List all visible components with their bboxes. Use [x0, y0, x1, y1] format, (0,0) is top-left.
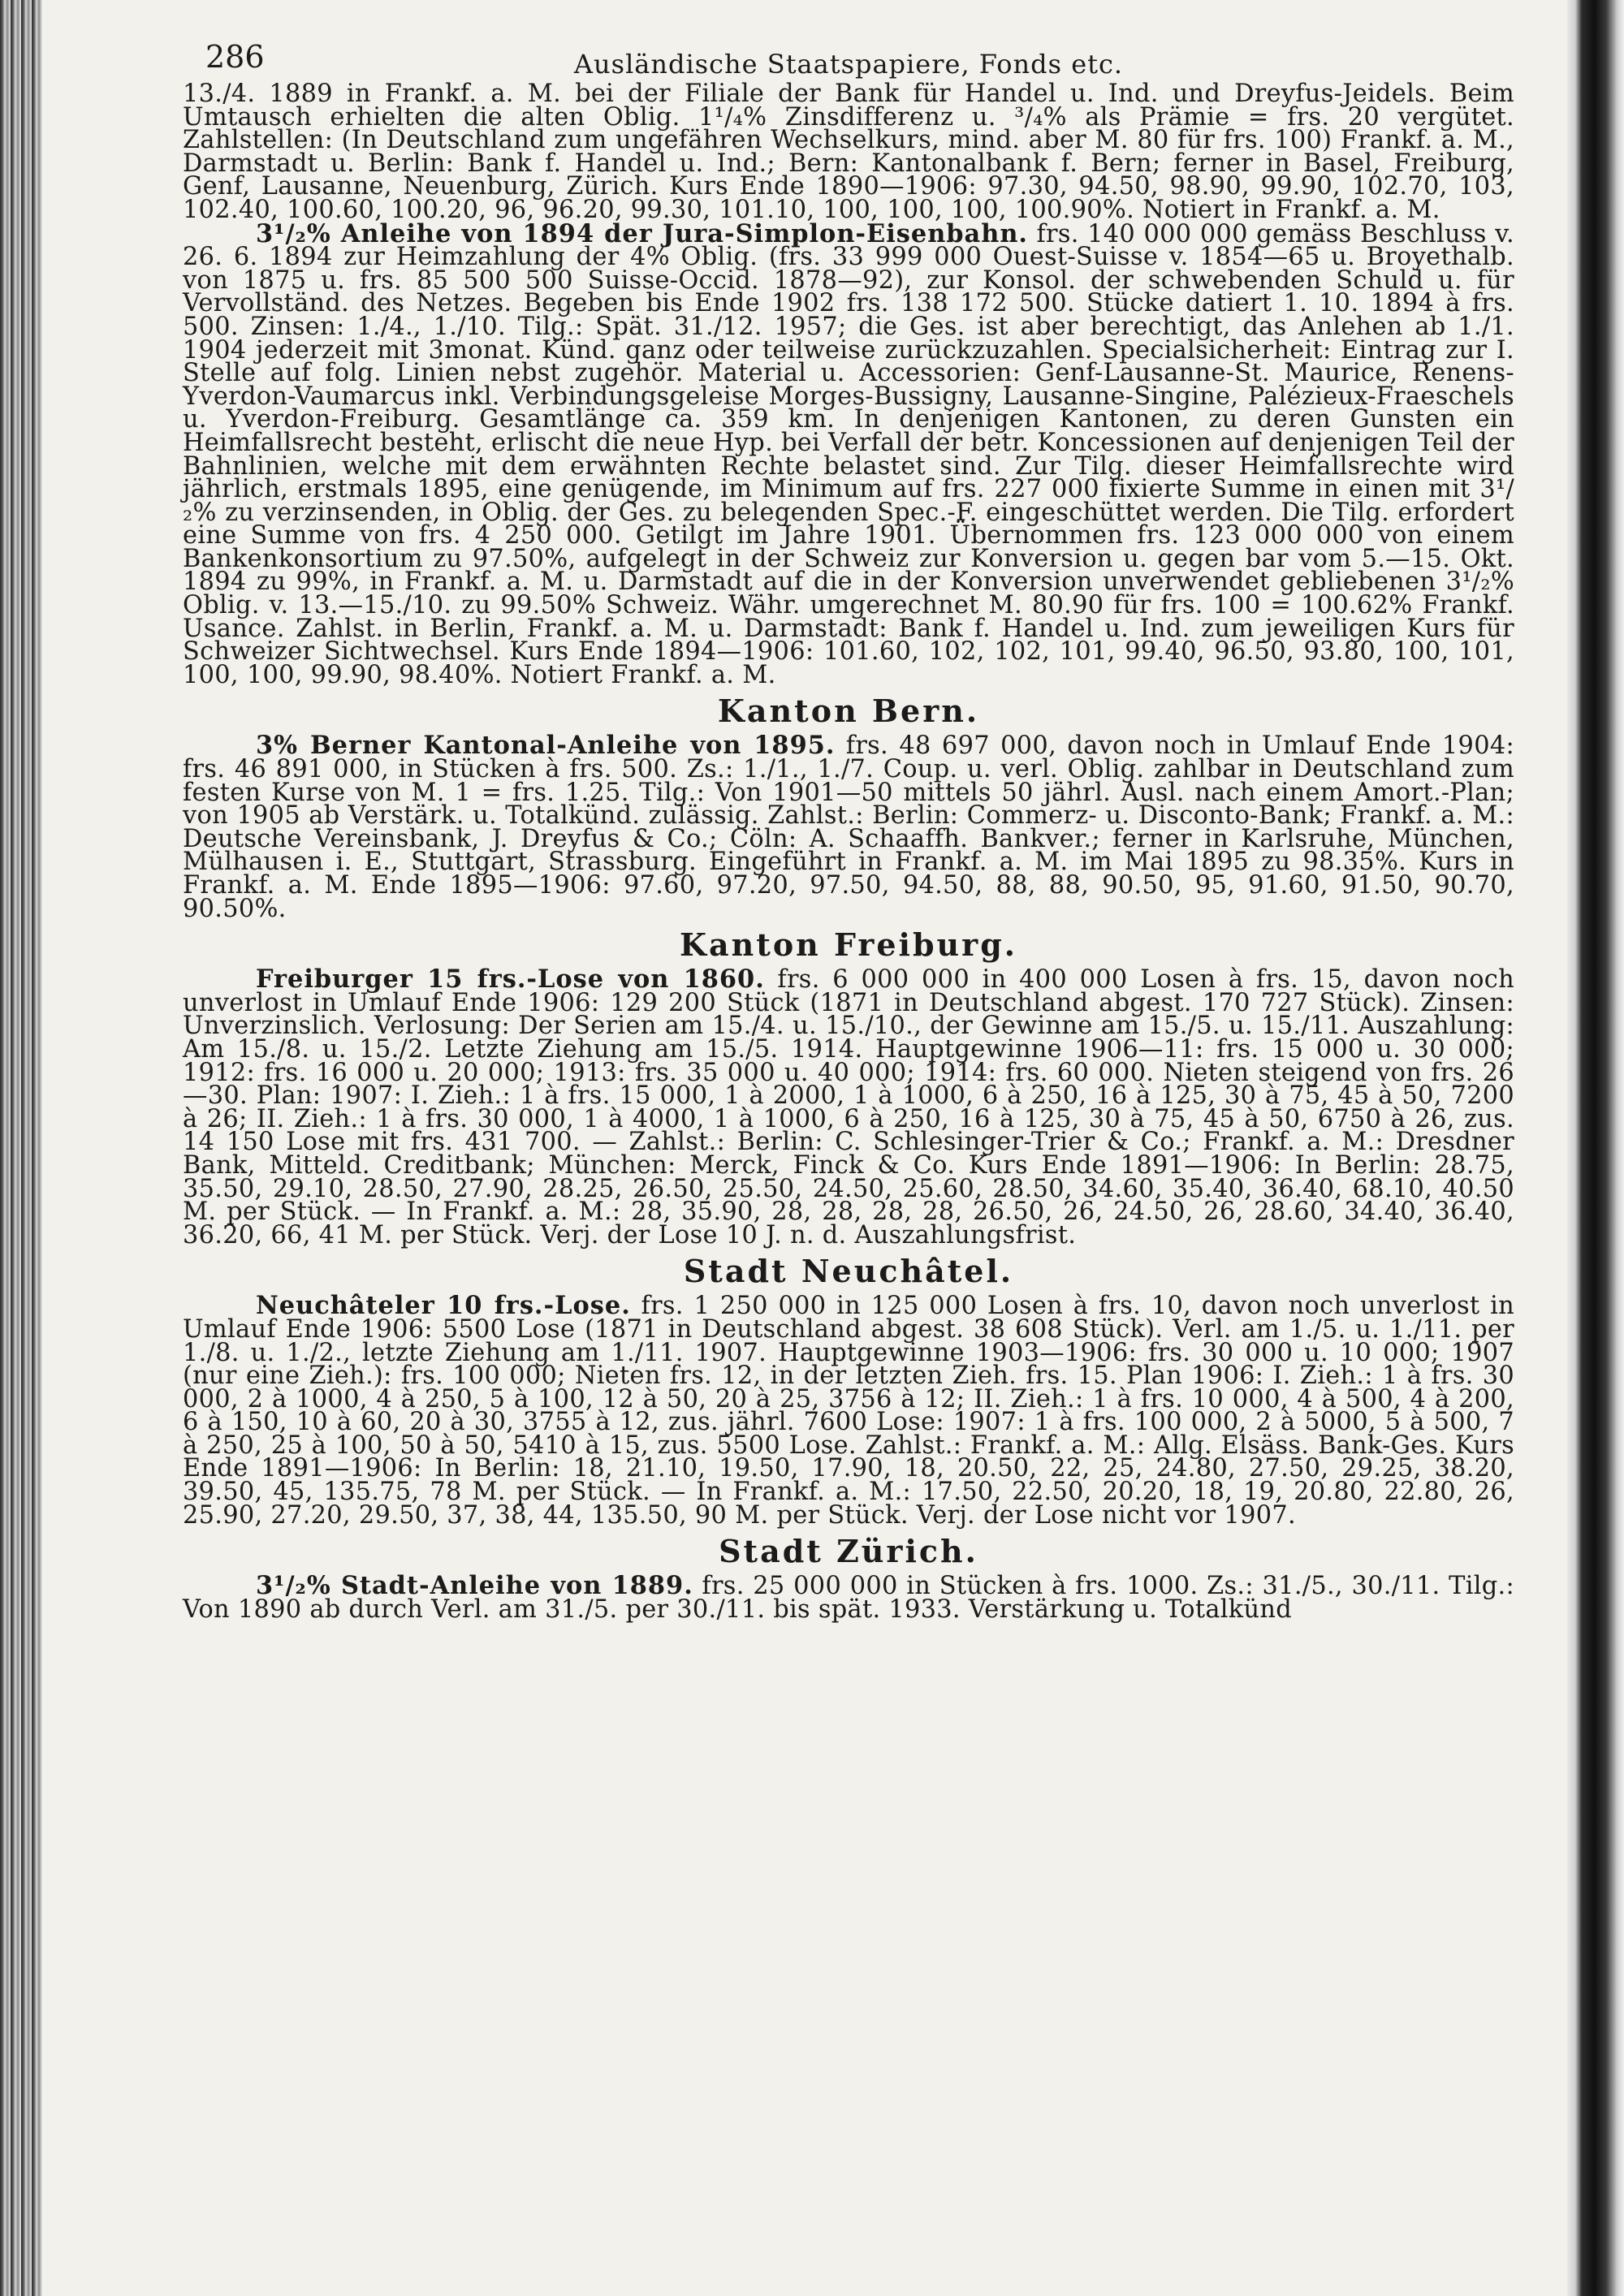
freiburg-entry: [183, 965, 1514, 1249]
bern-title: 3% Berner Kantonal-Anleihe von 1895.: [256, 731, 836, 761]
freiburg-title: Freiburger 15 frs.-Lose von 1860.: [256, 965, 765, 995]
jura-simplon-text: frs. 140 000 000 gemäss Beschluss v. 26. 6. 1894 zur Heimzahlung der 4% Oblig. (frs. 33 999 000 Ouest-Suisse v. 1854—65 u. Broyethalb. von 1875 u. frs. 85 500 500 Suisse-Occid. 1878—92), zur Konsol. der schwebenden Schuld u. für Vervollständ. des Netzes. Begeben bis Ende 1902 frs. 138 172 500. Stücke datiert 1. 10. 1894 à frs. 500. Zinsen: 1./4., 1./10. Tilg.: Spät. 31./12. 1957; die Ges. ist aber berechtigt, das Anlehen ab 1./1. 1904 jederzeit mit 3monat. Künd. ganz oder teilweise zurückzuzahlen. Specialsicherheit: Eintrag zur I. Stelle auf folg. Linien nebst zugehör. Material u. Accessorien: Genf-Lausanne-St. Maurice, Renens-Yverdon-Vaumarcus inkl. Verbindungsgeleise Morges-Bussigny, Lausanne-Singine, Palézieux-Fraeschels u. Yverdon-Freiburg. Gesamtlänge ca. 359 km. In denjenigen Kantonen, zu deren Gunsten ein Heimfallsrecht besteht, erlischt die neue Hyp. bei Verfall der betr. Koncessionen auf denjenigen Teil der Bahnlinien, welche mit dem erwähnten Rechte belastet sind. Zur Tilg. dieser Heimfallsrechte wird jährlich, erstmals 1895, eine genügende, im Minimum auf frs. 227 000 fixierte Summe in einen mit 3¹/₂% zu verzinsenden, in Oblig. der Ges. zu belegenden Spec.-F. eingeschüttet werden. Die Tilg. erfordert eine Summe von frs. 4 250 000. Getilgt im Jahre 1901. Übernommen frs. 123 000 000 von einem Bankenkonsortium zu 97.50%, aufgelegt in der Schweiz zur Konversion u. gegen bar vom 5.—15. Okt. 1894 zu 99%, in Frankf. a. M. u. Darmstadt auf die in der Konversion unverwendet gebliebenen 3¹/₂% Oblig. v. 13.—15./10. zu 99.50% Schweiz. Währ. umgerechnet M. 80.90 für frs. 100 = 100.62% Frankf. Usance. Zahlst. in Berlin, Frankf. a. M. u. Darmstadt: Bank f. Handel u. Ind. zum jeweiligen Kurs für Schweizer Sichtwechsel. Kurs Ende 1894—1906: 101.60, 102, 102, 101, 99.40, 96.50, 93.80, 100, 101, 100, 100, 99.90, 98.40%. Notiert Frankf. a. M.: [183, 219, 1514, 689]
zurich-title: 3¹/₂% Stadt-Anleihe von 1889.: [256, 1571, 693, 1601]
neuchatel-entry: [183, 1291, 1514, 1530]
section-heading-kanton-bern: Kanton Bern.: [717, 693, 980, 730]
jura-simplon-title: 3¹/₂% Anleihe von 1894 der Jura-Simplon-Eisenbahn.: [256, 218, 1028, 248]
freiburg-text: frs. 6 000 000 in 400 000 Losen à frs. 15, davon noch unverlost in Umlauf Ende 1906: 129 200 Stück (1871 in Deutschland abgest. 170 727 Stück). Zinsen: Unverzinslich. Verlosung: Der Serien am 15./4. u. 15./10., der Gewinne am 15./5. u. 15./11. Auszahlung: Am 15./8. u. 15./2. Letzte Ziehung am 15./5. 1914. Hauptgewinne 1906—11: frs. 15 000 u. 30 000; 1912: frs. 16 000 u. 20 000; 1913: frs. 35 000 u. 40 000; 1914: frs. 60 000. Nieten steigend von frs. 26—30. Plan: 1907: I. Zieh.: 1 à frs. 15 000, 1 à 2000, 1 à 1000, 6 à 250, 16 à 125, 30 à 75, 45 à 50, 7200 à 26; II. Zieh.: 1 à frs. 30 000, 1 à 4000, 1 à 1000, 6 à 250, 16 à 125, 30 à 75, 45 à 50, 6750 à 26, zus. 14 150 Lose mit frs. 431 700. — Zahlst.: Berlin: C. Schlesinger-Trier & Co.; Frankf. a. M.: Dresdner Bank, Mitteld. Creditbank; München: Merck, Finck & Co. Kurs Ende 1891—1906: In Berlin: 28.75, 35.50, 29.10, 28.50, 27.90, 28.25, 26.50, 25.50, 24.50, 25.60, 28.50, 34.60, 35.40, 36.40, 68.10, 40.50 M. per Stück. — In Frankf. a. M.: 28, 35.90, 28, 28, 28, 28, 26.50, 26, 24.50, 26, 28.60, 34.40, 36.40, 36.20, 66, 41 M. per Stück. Verj. der Lose 10 J. n. d. Auszahlungsfrist.: [183, 965, 1514, 1249]
section-heading-stadt-neuchatel: Stadt Neuchâtel.: [683, 1253, 1014, 1290]
jura-simplon-entry: [183, 218, 1514, 689]
page-edge-shadow: [1567, 0, 1624, 2296]
section-heading-stadt-zurich: Stadt Zürich.: [719, 1533, 978, 1570]
book-page: [183, 32, 1514, 1624]
neuchatel-title: Neuchâteler 10 frs.-Lose.: [256, 1291, 631, 1321]
bern-text: frs. 48 697 000, davon noch in Umlauf Ende 1904: frs. 46 891 000, in Stücken à frs. 500. Zs.: 1./1., 1./7. Coup. u. verl. Oblig. zahlbar in Deutschland zum festen Kurse von M. 1 = frs. 1.25. Tilg.: Von 1901—50 mittels 50 jährl. Ausl. nach einem Amort.-Plan; von 1905 ab Verstärk. u. Totalkünd. zulässig. Zahlst.: Berlin: Commerz- u. Disconto-Bank; Frankf. a. M.: Deutsche Vereinsbank, J. Dreyfus & Co.; Cöln: A. Schaaffh. Bankver.; ferner in Karlsruhe, München, Mülhausen i. E., Stuttgart, Strassburg. Eingeführt in Frankf. a. M. im Mai 1895 zu 98.35%. Kurs in Frankf. a. M. Ende 1895—1906: 97.60, 97.20, 97.50, 94.50, 88, 88, 90.50, 95, 91.60, 91.50, 90.70, 90.50%.: [183, 732, 1514, 923]
page-header: [183, 32, 1514, 83]
neuchatel-text: frs. 1 250 000 in 125 000 Losen à frs. 10, davon noch unverlost in Umlauf Ende 1906: 5500 Lose (1871 in Deutschland abgest. 38 608 Stück). Verl. am 1./5. u. 1./11. per 1./8. u. 1./2., letzte Ziehung am 1./11. 1907. Hauptgewinne 1903—1906: frs. 30 000 u. 10 000; 1907 (nur eine Zieh.): frs. 100 000; Nieten frs. 12, in der letzten Zieh. frs. 15. Plan 1906: I. Zieh.: 1 à frs. 30 000, 2 à 1000, 4 à 250, 5 à 100, 12 à 50, 20 à 25, 3756 à 12; II. Zieh.: 1 à frs. 10 000, 4 à 500, 4 à 200, 6 à 150, 10 à 60, 20 à 30, 3755 à 12, zus. jährl. 7600 Lose: 1907: 1 à frs. 100 000, 2 à 5000, 5 à 500, 7 à 250, 25 à 100, 50 à 50, 5410 à 15, zus. 5500 Lose. Zahlst.: Frankf. a. M.: Allg. Elsäss. Bank-Ges. Kurs Ende 1891—1906: In Berlin: 18, 21.10, 19.50, 17.90, 18, 20.50, 22, 25, 24.80, 27.50, 29.25, 38.20, 39.50, 45, 135.75, 78 M. per Stück. — In Frankf. a. M.: 17.50, 22.50, 20.20, 18, 19, 20.80, 22.80, 26, 25.90, 27.20, 29.50, 37, 38, 44, 135.50, 90 M. per Stück. Verj. der Lose nicht vor 1907.: [183, 1292, 1514, 1530]
book-gutter: [0, 0, 42, 2296]
continued-entry-text: 13./4. 1889 in Frankf. a. M. bei der Filiale der Bank für Handel u. Ind. und Dreyfus-Jeidels. Beim Umtausch erhielten die alten Oblig. 1¹/₄% Zinsdifferenz u. ³/₄% als Prämie = frs. 20 vergütet. Zahlstellen: (In Deutschland zum ungefähren Wechselkurs, mind. aber M. 80 für frs. 100) Frankf. a. M., Darmstadt u. Berlin: Bank f. Handel u. Ind.; Bern: Kantonalbank f. Bern; ferner in Basel, Freiburg, Genf, Lausanne, Neuenburg, Zürich. Kurs Ende 1890—1906: 97.30, 94.50, 98.90, 99.90, 102.70, 103, 102.40, 100.60, 100.20, 96, 96.20, 99.30, 101.10, 100, 100, 100, 100.90%. Notiert in Frankf. a. M.: [183, 80, 1514, 224]
running-head: Ausländische Staatspapiere, Fonds etc.: [573, 49, 1124, 80]
bern-entry: [183, 731, 1514, 923]
section-heading-kanton-freiburg: Kanton Freiburg.: [680, 926, 1017, 964]
zurich-entry: [183, 1571, 1514, 1624]
page-number: 286: [205, 39, 265, 75]
zurich-text: frs. 25 000 000 in Stücken à frs. 1000. Zs.: 31./5., 30./11. Tilg.: Von 1890 ab durch Verl. am 31./5. per 30./11. bis spät. 1933. Verstärkung u. Totalkünd: [183, 1572, 1514, 1624]
